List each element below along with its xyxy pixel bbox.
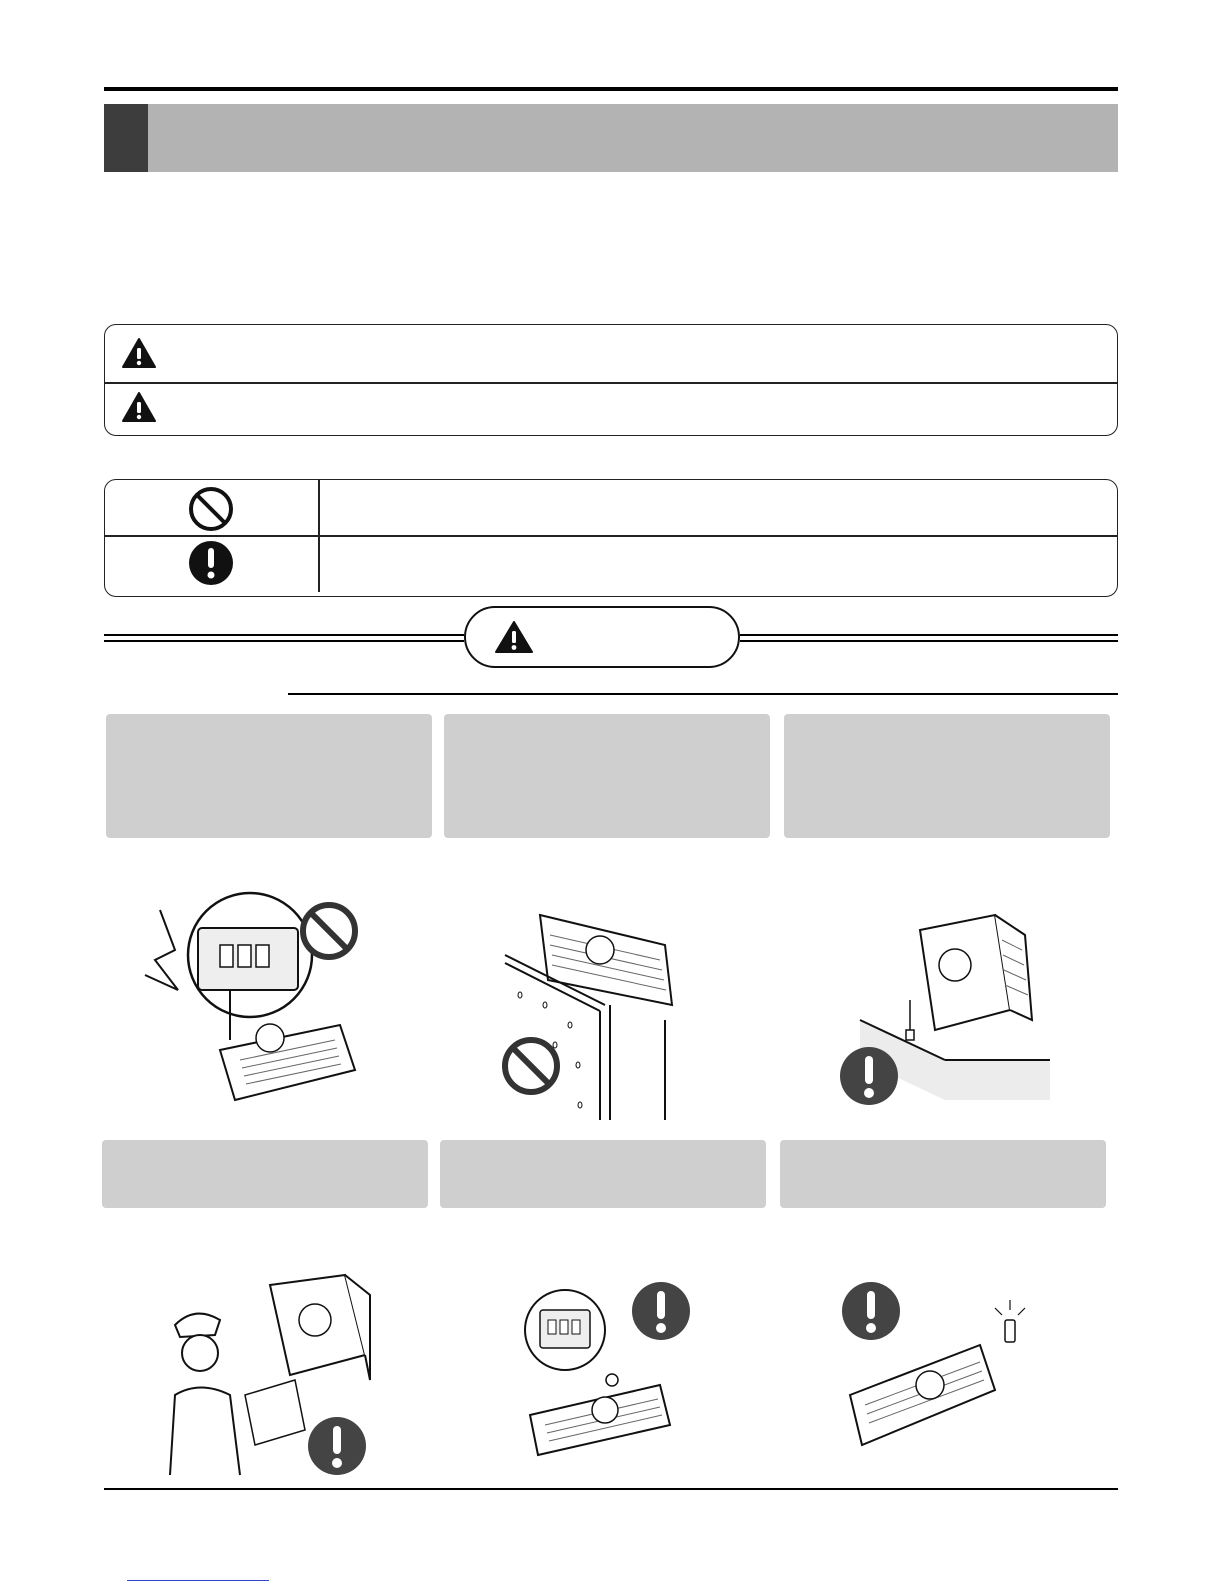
symbol-legend-box	[104, 479, 1118, 597]
warning-triangle-icon	[121, 337, 157, 369]
bottom-rule	[104, 1488, 1118, 1490]
prohibited-icon	[500, 1035, 562, 1097]
section-rule	[740, 634, 1118, 636]
instruction-card	[106, 714, 432, 838]
prohibited-icon	[298, 900, 360, 962]
mandatory-icon	[306, 1415, 368, 1477]
instruction-card	[784, 714, 1110, 838]
caution-triangle-icon	[121, 391, 157, 423]
instruction-card	[444, 714, 770, 838]
section-rule	[104, 640, 464, 642]
section-title-tab	[104, 104, 148, 172]
mandatory-icon	[840, 1280, 902, 1342]
instruction-card	[440, 1140, 766, 1208]
symbol-hdivider	[105, 535, 1117, 537]
hazard-legend-box	[104, 324, 1118, 436]
instruction-card	[102, 1140, 428, 1208]
subsection-rule	[288, 693, 1118, 695]
section-title-bar	[104, 104, 1118, 172]
legend-divider	[105, 382, 1117, 384]
top-rule	[104, 87, 1118, 91]
mandatory-icon	[630, 1280, 692, 1342]
symbol-vdivider	[318, 480, 320, 592]
footer-link-underline[interactable]	[127, 1580, 269, 1581]
section-rule	[104, 634, 464, 636]
warning-triangle-icon	[494, 620, 534, 654]
instruction-card	[780, 1140, 1106, 1208]
mandatory-icon	[838, 1045, 900, 1107]
mandatory-icon	[187, 539, 235, 587]
prohibited-icon	[187, 485, 235, 533]
section-rule	[740, 640, 1118, 642]
warning-section-pill	[464, 606, 740, 668]
